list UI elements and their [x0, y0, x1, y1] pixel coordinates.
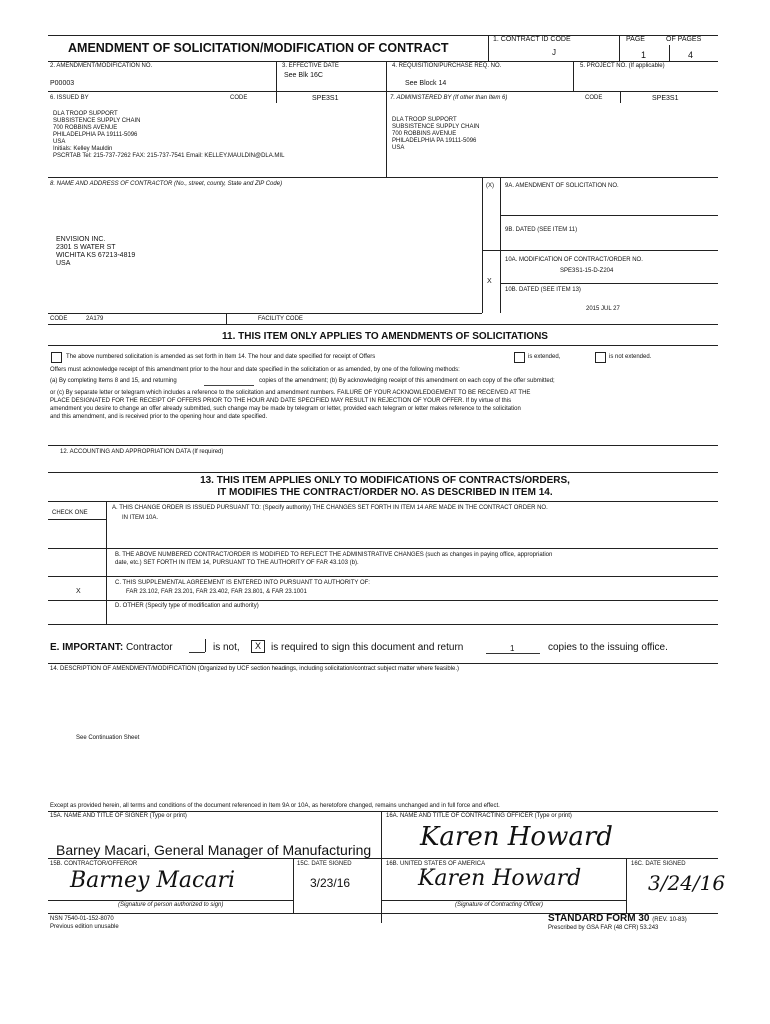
requisition-label: 4. REQUISITION/PURCHASE REQ. NO.: [392, 63, 502, 69]
mark-10: X: [487, 278, 492, 285]
item13-a-line1: A. THIS CHANGE ORDER IS ISSUED PURSUANT TO: (Specify authority) THE CHANGES SET FORTH IN ITEM 14 ARE MADE IN THE CONTRACT ORDER NO.: [112, 505, 548, 511]
important-row: E. IMPORTANT: Contractor: [50, 642, 173, 653]
item11-amended-checkbox[interactable]: [51, 352, 62, 363]
administered-by-address: DLA TROOP SUPPORT SUBSISTENCE SUPPLY CHAIN 700 ROBBINS AVENUE PHILADELPHIA PA 19111-5096 USA: [392, 117, 480, 151]
contractor-code-label: CODE: [50, 316, 68, 322]
administered-code-label: CODE: [585, 95, 603, 101]
prescribed-by: Prescribed by GSA FAR (48 CFR) 53.243: [548, 925, 659, 931]
item13-d-line1: D. OTHER (Specify type of modification and authority): [115, 603, 259, 609]
requisition-no: See Block 14: [405, 80, 447, 87]
required-checkbox[interactable]: X: [251, 640, 265, 653]
officer-16a-label: 16A. NAME AND TITLE OF CONTRACTING OFFICER (Type or print): [386, 813, 572, 819]
item13-a-line2: IN ITEM 10A.: [122, 515, 159, 521]
is-not-extended-label: is not extended.: [609, 354, 652, 360]
item13-title-1: 13. THIS ITEM APPLIES ONLY TO MODIFICATIONS OF CONTRACTS/ORDERS,: [200, 475, 570, 486]
page-number: 1: [641, 50, 647, 60]
contractor-sig-caption: (Signature of person authorized to sign): [118, 902, 224, 908]
is-extended-label: is extended,: [528, 354, 561, 360]
dated-10b: 2015 JUL 27: [586, 306, 620, 312]
item13-b-line1: B. THE ABOVE NUMBERED CONTRACT/ORDER IS MODIFIED TO REFLECT THE ADMINISTRATIVE CHANGES (such as changes in paying office, appropriation: [115, 552, 553, 558]
nsn-number: NSN 7540-01-152-8070: [50, 916, 114, 922]
contract-id-code: J: [552, 48, 556, 57]
accounting-label: 12. ACCOUNTING AND APPROPRIATION DATA (If required): [60, 449, 224, 455]
signer-15a-name: Barney Macari, General Manager of Manufacturing: [56, 842, 372, 858]
item11-title: 11. THIS ITEM ONLY APPLIES TO AMENDMENTS OF SOLICITATIONS: [222, 331, 548, 342]
copies-number: 1: [510, 644, 515, 653]
is-extended-checkbox[interactable]: [514, 352, 525, 363]
amendment-no-label: 2. AMENDMENT/MODIFICATION NO.: [50, 63, 153, 69]
amendment-9a-label: 9A. AMENDMENT OF SOLICITATION NO.: [505, 183, 619, 189]
item13-title-2: IT MODIFIES THE CONTRACT/ORDER NO. AS DESCRIBED IN ITEM 14.: [217, 487, 553, 498]
contract-id-code-label: 1. CONTRACT ID CODE: [493, 36, 571, 43]
effective-date-label: 3. EFFECTIVE DATE: [282, 63, 339, 69]
contractor-address: ENVISION INC. 2301 S WATER ST WICHITA KS 67213-4819 USA: [56, 236, 136, 267]
date-15c-label: 15C. DATE SIGNED: [297, 861, 352, 867]
date-16c-value: 3/24/16: [648, 871, 726, 895]
administered-code: SPE3S1: [652, 95, 679, 102]
item13-c-line2: FAR 23.102, FAR 23.201, FAR 23.402, FAR 23.801, & FAR 23.1001: [126, 589, 307, 595]
contractor-code: 2A179: [86, 316, 104, 322]
item11-line2: Offers must acknowledge receipt of this amendment prior to the hour and date specified in the solicitation or as amended, by one of the following methods:: [50, 367, 460, 373]
issued-code: SPE3S1: [312, 95, 339, 102]
copies-to-text: copies to the issuing office.: [548, 642, 668, 653]
item13-c-mark: X: [76, 588, 81, 595]
standard-form-id: STANDARD FORM 30 (REV. 10-83): [548, 913, 687, 924]
issued-code-label: CODE: [230, 95, 248, 101]
item11-line6: amendment you desire to change an offer already submitted, such change may be made by telegram or letter, provided each telegram or letter makes reference to the solicitation: [50, 406, 521, 412]
contractor-label: 8. NAME AND ADDRESS OF CONTRACTOR (No., street, county, State and ZIP Code): [50, 181, 283, 187]
item11-line7: and this amendment, and is received prior to the opening hour and date specified.: [50, 414, 268, 420]
item11-line5: PLACE DESIGNATED FOR THE RECEIPT OF OFFERS PRIOR TO THE HOUR AND DATE SPECIFIED MAY RESULT IN REJECTION OF YOUR OFFER. If by virtue of this: [50, 398, 512, 404]
effective-date: See Blk 16C: [284, 72, 323, 79]
is-not-label: is not,: [213, 642, 240, 653]
of-pages-label: OF PAGES: [666, 36, 702, 43]
is-not-extended-checkbox[interactable]: [595, 352, 606, 363]
page-count: 4: [688, 50, 694, 60]
officer-sig-caption: (Signature of Contracting Officer): [455, 902, 544, 908]
signer-15a-label: 15A. NAME AND TITLE OF SIGNER (Type or print): [50, 813, 187, 819]
item14-body: See Continuation Sheet: [76, 735, 140, 741]
item13-b-line2: date, etc.) SET FORTH IN ITEM 14, PURSUANT TO THE AUTHORITY OF FAR 43.103 (b).: [115, 560, 359, 566]
previous-edition-note: Previous edition unusable: [50, 924, 119, 930]
date-16c-label: 16C. DATE SIGNED: [631, 861, 686, 867]
item11-line4: or (c) By separate letter or telegram which includes a reference to the solicitation and amendment numbers. FAILURE OF YOUR ACKNOWLEDGEMENT TO BE RECEIVED AT THE: [50, 390, 531, 396]
modification-10a-label: 10A. MODIFICATION OF CONTRACT/ORDER NO.: [505, 257, 643, 263]
check-one-label: CHECK ONE: [52, 510, 88, 516]
contractor-signature: Barney Macari: [70, 868, 236, 893]
date-15c-value: 3/23/16: [310, 876, 351, 890]
modification-10a: SPE3S1-15-D-Z204: [560, 268, 614, 274]
item14-label: 14. DESCRIPTION OF AMENDMENT/MODIFICATION (Organized by UCF section headings, including solicitation/contract subject matter where feasible.): [50, 666, 460, 672]
unchanged-statement: Except as provided herein, all terms and conditions of the document referenced in Item 9A or 10A, as heretofore changed, remains unchanged and in full force and effect.: [50, 803, 500, 809]
form-title: AMENDMENT OF SOLICITATION/MODIFICATION OF CONTRACT: [68, 41, 449, 55]
item13-c-line1: C. THIS SUPPLEMENTAL AGREEMENT IS ENTERED INTO PURSUANT TO AUTHORITY OF:: [115, 580, 370, 586]
usa-16b-label: 16B. UNITED STATES OF AMERICA: [386, 861, 486, 867]
item11-line3a: (a) By completing Items 8 and 15, and returning: [50, 378, 177, 384]
page-label: PAGE: [626, 36, 645, 43]
issued-by-address: DLA TROOP SUPPORT SUBSISTENCE SUPPLY CHAIN 700 ROBBINS AVENUE PHILADELPHIA PA 19111-5096 USA Initials: Kelley Mauldin PSCRTAB Tel: 215-737-7262 FAX: 215-737-7541 Email: KELLEY.MAULDIN@DLA.MIL: [53, 111, 285, 159]
dated-10b-label: 10B. DATED (SEE ITEM 13): [505, 287, 581, 293]
issued-by-label: 6. ISSUED BY: [50, 95, 89, 101]
facility-code-label: FACILITY CODE: [258, 316, 303, 322]
item11-line3b: copies of the amendment; (b) By acknowledging receipt of this amendment on each copy of the offer submitted;: [259, 378, 555, 384]
administered-by-label: 7. ADMINISTERED BY (If other than Item 6): [390, 95, 508, 101]
mark-9-header: (X): [486, 183, 494, 189]
contractor-15b-label: 15B. CONTRACTOR/OFFEROR: [50, 861, 138, 867]
project-no-label: 5. PROJECT NO. (If applicable): [580, 63, 665, 69]
required-text: is required to sign this document and return: [271, 642, 464, 653]
amendment-no: P00003: [50, 80, 75, 87]
officer-signature: Karen Howard: [418, 866, 582, 891]
item11-line1: The above numbered solicitation is amended as set forth in Item 14. The hour and date specified for receipt of Offers: [66, 354, 376, 360]
dated-9b-label: 9B. DATED (SEE ITEM 11): [505, 227, 578, 233]
officer-16a-name: Karen Howard: [420, 822, 613, 852]
